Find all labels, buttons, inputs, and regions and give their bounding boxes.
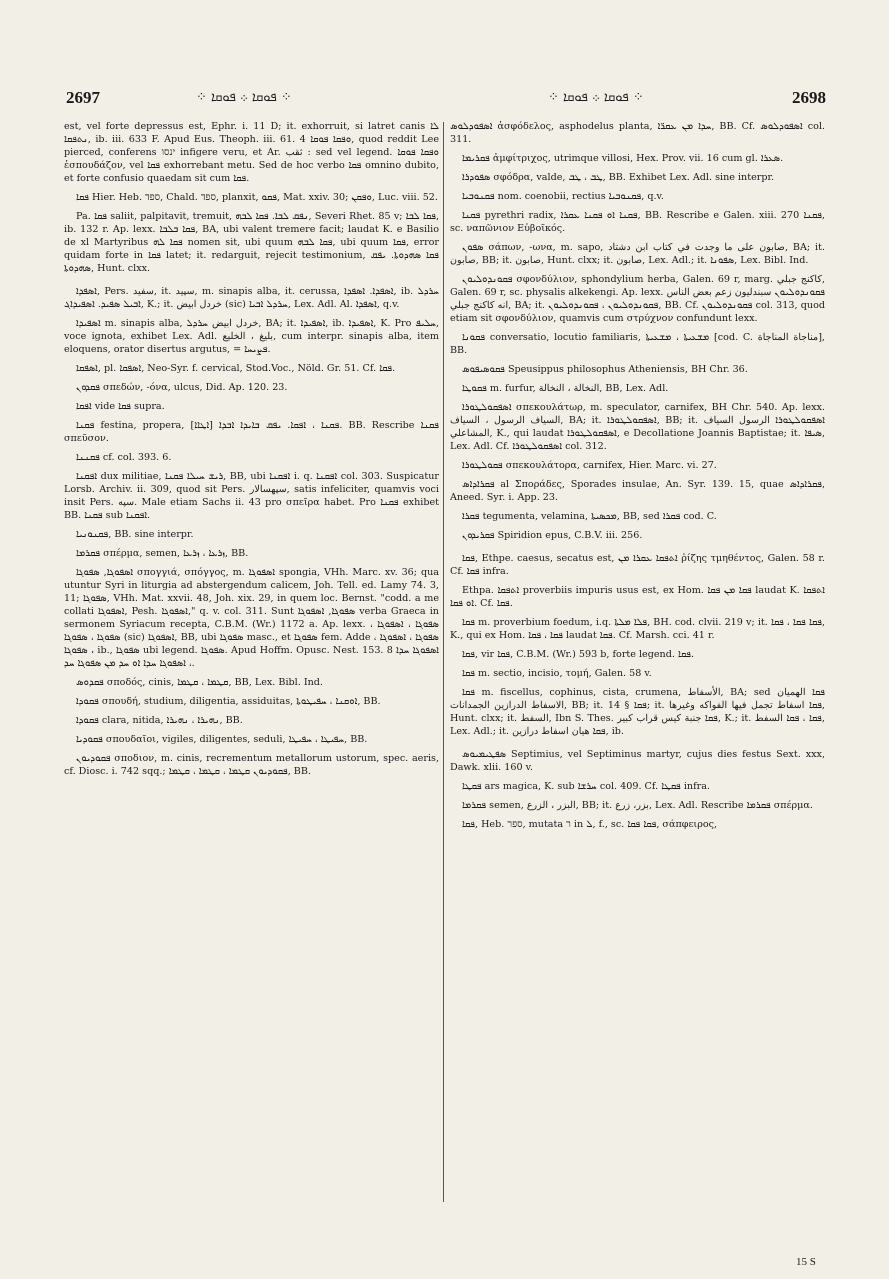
dictionary-entry: ܦܩܢܢܐ cf. col. 393. 6.	[76, 452, 172, 463]
dictionary-entry: ܦܩܪܝܕܘܢ Spiridion epus, C.B.V. iii. 256.	[462, 530, 643, 541]
dictionary-entry: ܦܩܛܐ ars magica, K. sub ܚܪܫܐ col. 409. Cf. ܦܩܛܐ infra.	[462, 781, 710, 792]
dictionary-entry: ܣܦܘܢ σάπων, -ωνα, m. sapo, صابون على ما وجدت في كتاب ابن دشتاد, BA; it. صابون, BB; it. صابون, Hunt. clxx; it. صابون, Lex. Adl.; it. ܣܦܘܢܐ, Lex. Bibl. Ind.	[450, 242, 825, 266]
dictionary-entry: ܦܩܢܐ pyrethri radix, ܦܩܢܐ ܐܘ ܦܩܢܐ ܥܩܪܐ, BB. Rescribe e Galen. xiii. 270 ܦܩܢܐ, sc. ναπῶνιον Εὐβοῖκός.	[450, 210, 825, 234]
left-running-head: ⁘ ܦܘܩܐ ܀ ܦܘܩܐ ⁘	[196, 90, 292, 105]
dictionary-entry: ܦܩܐ, Ethpe. caesus, secatus est, ܐܬܦܩܐ ܥܩܪܐ ܡܢ ῥίζης τμηθέντος, Galen. 58 r. Cf. ܦܩܐ infra.	[450, 553, 825, 577]
dictionary-entry: Pa. ܦܩܐ saliit, palpitavit, tremuit, ܢܦܩ ܠܒܐ. ܦܩܐ ܠܒܗ, Severi Rhet. 85 v; ܦܩܐ ܠܒܐ, ib. 132 r. Ap. lexx. ܦܩܐ ܒܠܒܐ, BA, ubi valent tremere facit; laudat K. e Basilio de xl Martyribus ܦܩܐ ܠܗ nomen sit, ubi quum ܦܩܐ ܠܒܗ, ubi quum ܦܩܐ, error quidam forte in ܦܩܐ latet; it. redarguit, rejecit testimonium, ܦܩܐ ܣܗܕܘܬܐ. ܝܦܩ ܣܗܕܘܬܐ, Hunt. clxx.	[64, 211, 439, 274]
dictionary-entry: ܦܩܐ m. sectio, incisio, τομή, Galen. 58 v.	[462, 668, 652, 679]
dictionary-entry: ܦܩܘܛܐ m. furfur, النخالة ، النخالة, BB, Lex. Adl.	[462, 383, 669, 394]
dictionary-entry: ܦܩܕܘܢ σπεδών, -όνα, ulcus, Did. Ap. 120. 23.	[76, 382, 288, 393]
dictionary-entry: ܐܣܦܘܓܐ, ܣܦܘܓܐ σπογγιά, σπόγγος, m. ܐܣܦܘܓܐ spongia, VHh. Marc. xv. 36; qua utuntur Syri in liturgia ad abstergendum calicem, Joh. Tell. ed. Lamy 74. 3, 11; ܣܦܘܓܐ, VHh. Mat. xxvii. 48, Joh. xix. 29, in quem loc. Bernst. "codd. a me collati ܐܣܦܘܓܐ, Pesh. ܐܣܦܘܓܐ," q. v. col. 311. Sunt ܣܦܘܓܐ, ܐܣܦܘܓܐ verba Graeca in sermonem Syriacum recepta, C.B.M. (Wr.) 1172 a. Ap. lexx. ܣܦܘܓܐ ، ܐܣܦܘܓܐ ، ܣܦܘܓܐ ، ܣܦܘܓܐ (sic) ܐܣܦܘܓܐ, BB, ubi ܣܦܘܓܐ masc., et ܣܦܘܓܐ fem. Adde ܣܦܘܓܐ ، ܐܣܦܘܓܐ ، ܣܦܘܓܐ ، ib., ܣܦܘܓܐ ubi legend. ܣܦܘܓܐ. Apud Hoffm. Opusc. Nest. 153. 8 ܐܣܦܘܓܐ ܚܕܐ ، ܐܣܦܘܓܐ ܚܕܐ ܐܘ ܚܕ ܡܢ ܣܦܘܓܐ ܚܕ.	[64, 567, 439, 669]
dictionary-entry: est, vel forte depressus est, Ephr. i. 11 D; it. exhorruit, si latret canis ܠܐ ܢܬܦܩܐ, ib. iii. 633 F. Apud Eus. Theoph. iii. 61. 4 ܘܦܩܐ ܦܘܩܐ, quod reddit Lee pierced, conferens ינסו infigere veru, et Ar. ثقب : sed vel legend. ܘܦܩܐ ܦܘܩܐ ἐσπουδάζον, vel ܦܩܐ exhorrebant metu. Sed de hoc verbo ܦܩܐ omnino dubito, et forte confusio quaedam sit cum ܦܩܐ.	[64, 121, 439, 184]
right-running-head: ⁘ ܦܘܩܐ ܀ ܦܘܩܐ ⁘	[548, 90, 644, 105]
page-header	[0, 88, 889, 116]
dictionary-entry: ܦܩܐ m. proverbium foedum, i.q. ܦܠܐ ܡܠܬܐ, BH. cod. clvii. 219 v; it. ܦܩܐ ܦܩܐ ، ܦܩܐ, K., qui ex Hom. ܦܩܐ ، ܦܩܐ laudat ܦܩܐ. Cf. Marsh. cci. 41 r.	[450, 617, 825, 641]
dictionary-entry: ܐܦܩܢܐ dux militiae, ܪܝܫ ܚܝܠܐ ܦܩܢܐ, BB, ubi ܐܦܩܢܐ i. q. ܐܦܩܢܐ col. 303. Suspicatur Lorsb. Archiv. ii. 309, quod sit Pers. سپهسالار, satis infeliciter, quamvis voci insit Pers. سپه. Male etiam Sachs ii. 43 pro σπεῖρα habet. Pro ܦܩܢܐ exhibet BB. ܦܩܢܐ sub ܐܦܩܢܐ.	[64, 471, 439, 521]
dictionary-entry: ܦܩܪܝܡܐ ἀμφίτριχος, utrimque villosi, Hex. Prov. vii. 16 cum gl. ܣܥܪܐ.	[462, 153, 784, 164]
dictionary-entry: ܦܩܘܢܐ conversatio, locutio familiaris, ܡܫܥܝܬܐ ، ܡܫܥܝܬܐ [cod. C. مناجاة المناجاة], BB.	[450, 332, 825, 356]
dictionary-entry: ܦܩܐ, vir ܦܩܐ, C.B.M. (Wr.) 593 b, forte legend. ܦܩܐ.	[462, 649, 694, 660]
dictionary-entry: ܦܩܢܐ festina, propera, ܦܩܢܐ ، ܐܦܩܐ. ܝܦܩ ܒܐܝܕܐ ܐܒܕܐ [ܐܛܐܐ]. BB. Rescribe ܦܩܢܐ σπεῦσον.	[64, 420, 439, 444]
dictionary-entry: Ethpa. ܐܬܦܩܐ proverbiis impuris usus est, ex Hom. ܦܩܐ ܡܢ ܦܩܐ laudat K. ܐܬܦܩܐ ܐܘ ܦܩܐ. Cf. ܦܩܐ.	[450, 585, 825, 609]
dictionary-entry: ܦܩܐ Hier. Heb. ספד, Chald. ספד, planxit, ܦܩܘ, Mat. xxiv. 30; ܘܦܩܢ, Luc. viii. 52.	[76, 192, 438, 203]
dictionary-entry: ܐܦܩܐ vide ܦܩܐ supra.	[76, 401, 165, 412]
signature-mark: 15 S	[796, 1256, 816, 1268]
dictionary-entry: ܐܣܦܩܘܠܛܘܪܐ σπεκουλάτωρ, m. speculator, carnifex, BH Chr. 540. Ap. lexx. السياف الرسول ، السياف, BA; it. ܐܣܦܩܘܠܛܘܪܐ, BB; it. ܐܣܦܩܘܠܛܘܪܐ الرسول السياف المشاعلي, K., qui laudat ܐܣܦܩܘܠܛܘܪܐ, e Decollatione Joannis Baptistae; it. ܣܝܦܐ, Lex. Adl. Cf. ܐܣܦܩܘܠܛܘܪܐ col. 312.	[450, 402, 825, 452]
dictionary-entry: ܣܦܘܕܪܐ σφόδρα, valde, ܛܒ ، ܛܒ, BB. Exhibet Lex. Adl. sine interpr.	[462, 172, 775, 183]
dictionary-entry: ܦܩܘܕܝܐ σπουδαῖοι, vigiles, diligentes, seduli, ܚܦܝܛܐ ، ܚܦܝܛܐ, BB.	[76, 734, 368, 745]
dictionary-entry: ܦܩܢܘܒܝܐ nom. coenobii, rectius ܦܩܢܘܒܝܐ, q.v.	[462, 191, 664, 202]
dictionary-entry: ܦܩܪܡܐ semen, البزر ، الزرع, BB; it. بزر، زرع, Lex. Adl. Rescribe ܦܩܪܡܐ σπέρμα.	[462, 800, 813, 811]
dictionary-entry: ܦܩܘܠܛܘܪܐ σπεκουλάτορα, carnifex, Hier. Marc. vi. 27.	[462, 460, 717, 471]
dictionary-entry: ܐܣܦܝܕܐ m. sinapis alba, خردل ابيض ܚܪܕܠ, BA; it. ܐܣܦܝܕܐ, ib. ܐܣܦܝܕܐ, K. Pro ܚܠܝܦ, voce ignota, exhibet Lex. Adl. بليغ ، الخليع, cum interpr. sinapis alba, item eloquens, orator disertus argutus, = ܦܨܝܚܐ.	[64, 318, 439, 355]
left-page-number: 2697	[66, 88, 100, 107]
dictionary-entry: ܦܩܕܘܣ σποδός, cinis, ܩܛܡܐ ، ܩܛܡܐ, BB, Lex. Bibl. Ind.	[76, 677, 323, 688]
dictionary-entry: ܐܣܦܕܐ, Pers. سفيد, it. سپيد, m. sinapis alba, it. cerussa, ܐܣܦܕܐ. ܐܣܦܕܐ, ib. ܚܪܕܠ ܐܒܝܠ ܣܦܝܕ. ܐܣܦܝܕܐܓ, K.; it. خردل ابيض (sic) ܚܪܕܠ ܐܒܝܐ, Lex. Adl. Al. ܐܣܦܕܐ, q.v.	[64, 286, 439, 310]
dictionary-entry: ܦܩܘܕܝܘܢ σποδιον, m. cinis, recrementum metallorum ustorum, spec. aeris, cf. Diosc. i. 742 sqq.; ܦܩܘܕܝܘܢ ܩܛܡܐ ، ܩܛܡܐ ، ܩܛܡܐ, BB.	[64, 753, 439, 777]
dictionary-entry: ܦܩܘܕܐ σπουδή, studium, diligentia, assiduitas, ܐܘܩܢܐ ، ܚܦܝܛܘܬܐ, BB.	[76, 696, 381, 707]
dictionary-entry: ܐܣܦܩܐ, pl. ܐܣܦܩܐ, Neo-Syr. f. cervical, Stod.Voc., Nöld. Gr. 51. Cf. ܦܩܐ.	[76, 363, 396, 374]
right-page-number: 2698	[792, 88, 826, 107]
dictionary-entry: ܦܩܢܘܢܝܐ, BB. sine interpr.	[76, 529, 194, 540]
column-divider	[443, 122, 444, 1202]
right-column	[450, 120, 825, 1238]
dictionary-entry: ܐܣܦܘܕܠܘܣ ἀσφόδελος, asphodelus planta, ܚܕܐ ܡܢ ܥܩܪ̈ܐ, BB. Cf. ܐܣܦܘܕܠܘܣ col. 311.	[450, 121, 825, 145]
dictionary-entry: ܦܩܪܡܐ σπέρμα, semen, ܙܪܥܐ ، ܙܪܥܐ, BB.	[76, 548, 249, 559]
dictionary-entry: ܦܩܪܐܕܐܣ al Σποράδες, Sporades insulae, An. Syr. 139. 15, quae ܦܩܪܐܕܐܣ, Aneed. Syr. i. App. 23.	[450, 479, 825, 503]
dictionary-entry: ܦܩܘܣܝܦܘܣ Speusippus philosophus Atheniensis, BH Chr. 36.	[462, 364, 748, 375]
dictionary-entry: ܦܩܪܐ tegumenta, velamina, ܡܟܣܝܬܐ, BB, sed ܦܩܪܐ cod. C.	[462, 511, 717, 522]
dictionary-entry: ܦܩܐ, Heb. ספר, mutata ר in ܠ, f., sc. ܦܩܐ ܦܩܐ, σάπφειρος,	[462, 819, 718, 830]
dictionary-entry: ܦܩܐ m. fiscellus, cophinus, cista, crumena, الأسفاط, BA; sed ܦܩܐ الهميان الاسفاط الدرازين الجمدانات, BB; it. ܦܩܐ § 14; it. ܦܩܐ اسفاط تجمل فيها الفواكه وغيرها, Hunt. clxx; it. السفط, Ibn S. Thes. ܦܩܐ جنبة كيس قراب كبير, K.; it. ܦܩܐ ، ܦܩܐ السفط, Lex. Adl.; it. ܦܩܐ هيان اسفاط درازين, ib.	[450, 687, 825, 737]
dictionary-entry: ܣܦܛܝܡܝܘܣ Septimius, vel Septiminus martyr, cujus dies festus Sext. xxx, Dawk. xlii. 160 v.	[450, 749, 825, 773]
left-column	[64, 120, 439, 1238]
dictionary-entry: ܦܩܘܢܕܘܠܝܘܢ σφονδύλιον, sphondylium herba, Galen. 69 r, marg. كاكنج جبلي, Galen. 69 r, sc. physalis alkekengi. Ap. lexx. ܦܩܘܢܕܘܠܝܘܢ سبندليون زعم بعض الناس انه كاكنج جبلي, BA; it. ܦܩܘܢܕܘܠܝܘܢ ، ܦܩܘܢܕܘܠܝܘܢ, BB. Cf. ܦܩܘܢܕܘܠܝܘܢ col. 313, quod etiam sit σφονδύλιον, quamvis cum στρύχνον confundunt lexx.	[450, 274, 825, 324]
dictionary-entry: ܦܩܘܕܐ clara, nitida, ܢܗܝܪܐ ، ܢܗܝܪܐ, BB.	[76, 715, 243, 726]
